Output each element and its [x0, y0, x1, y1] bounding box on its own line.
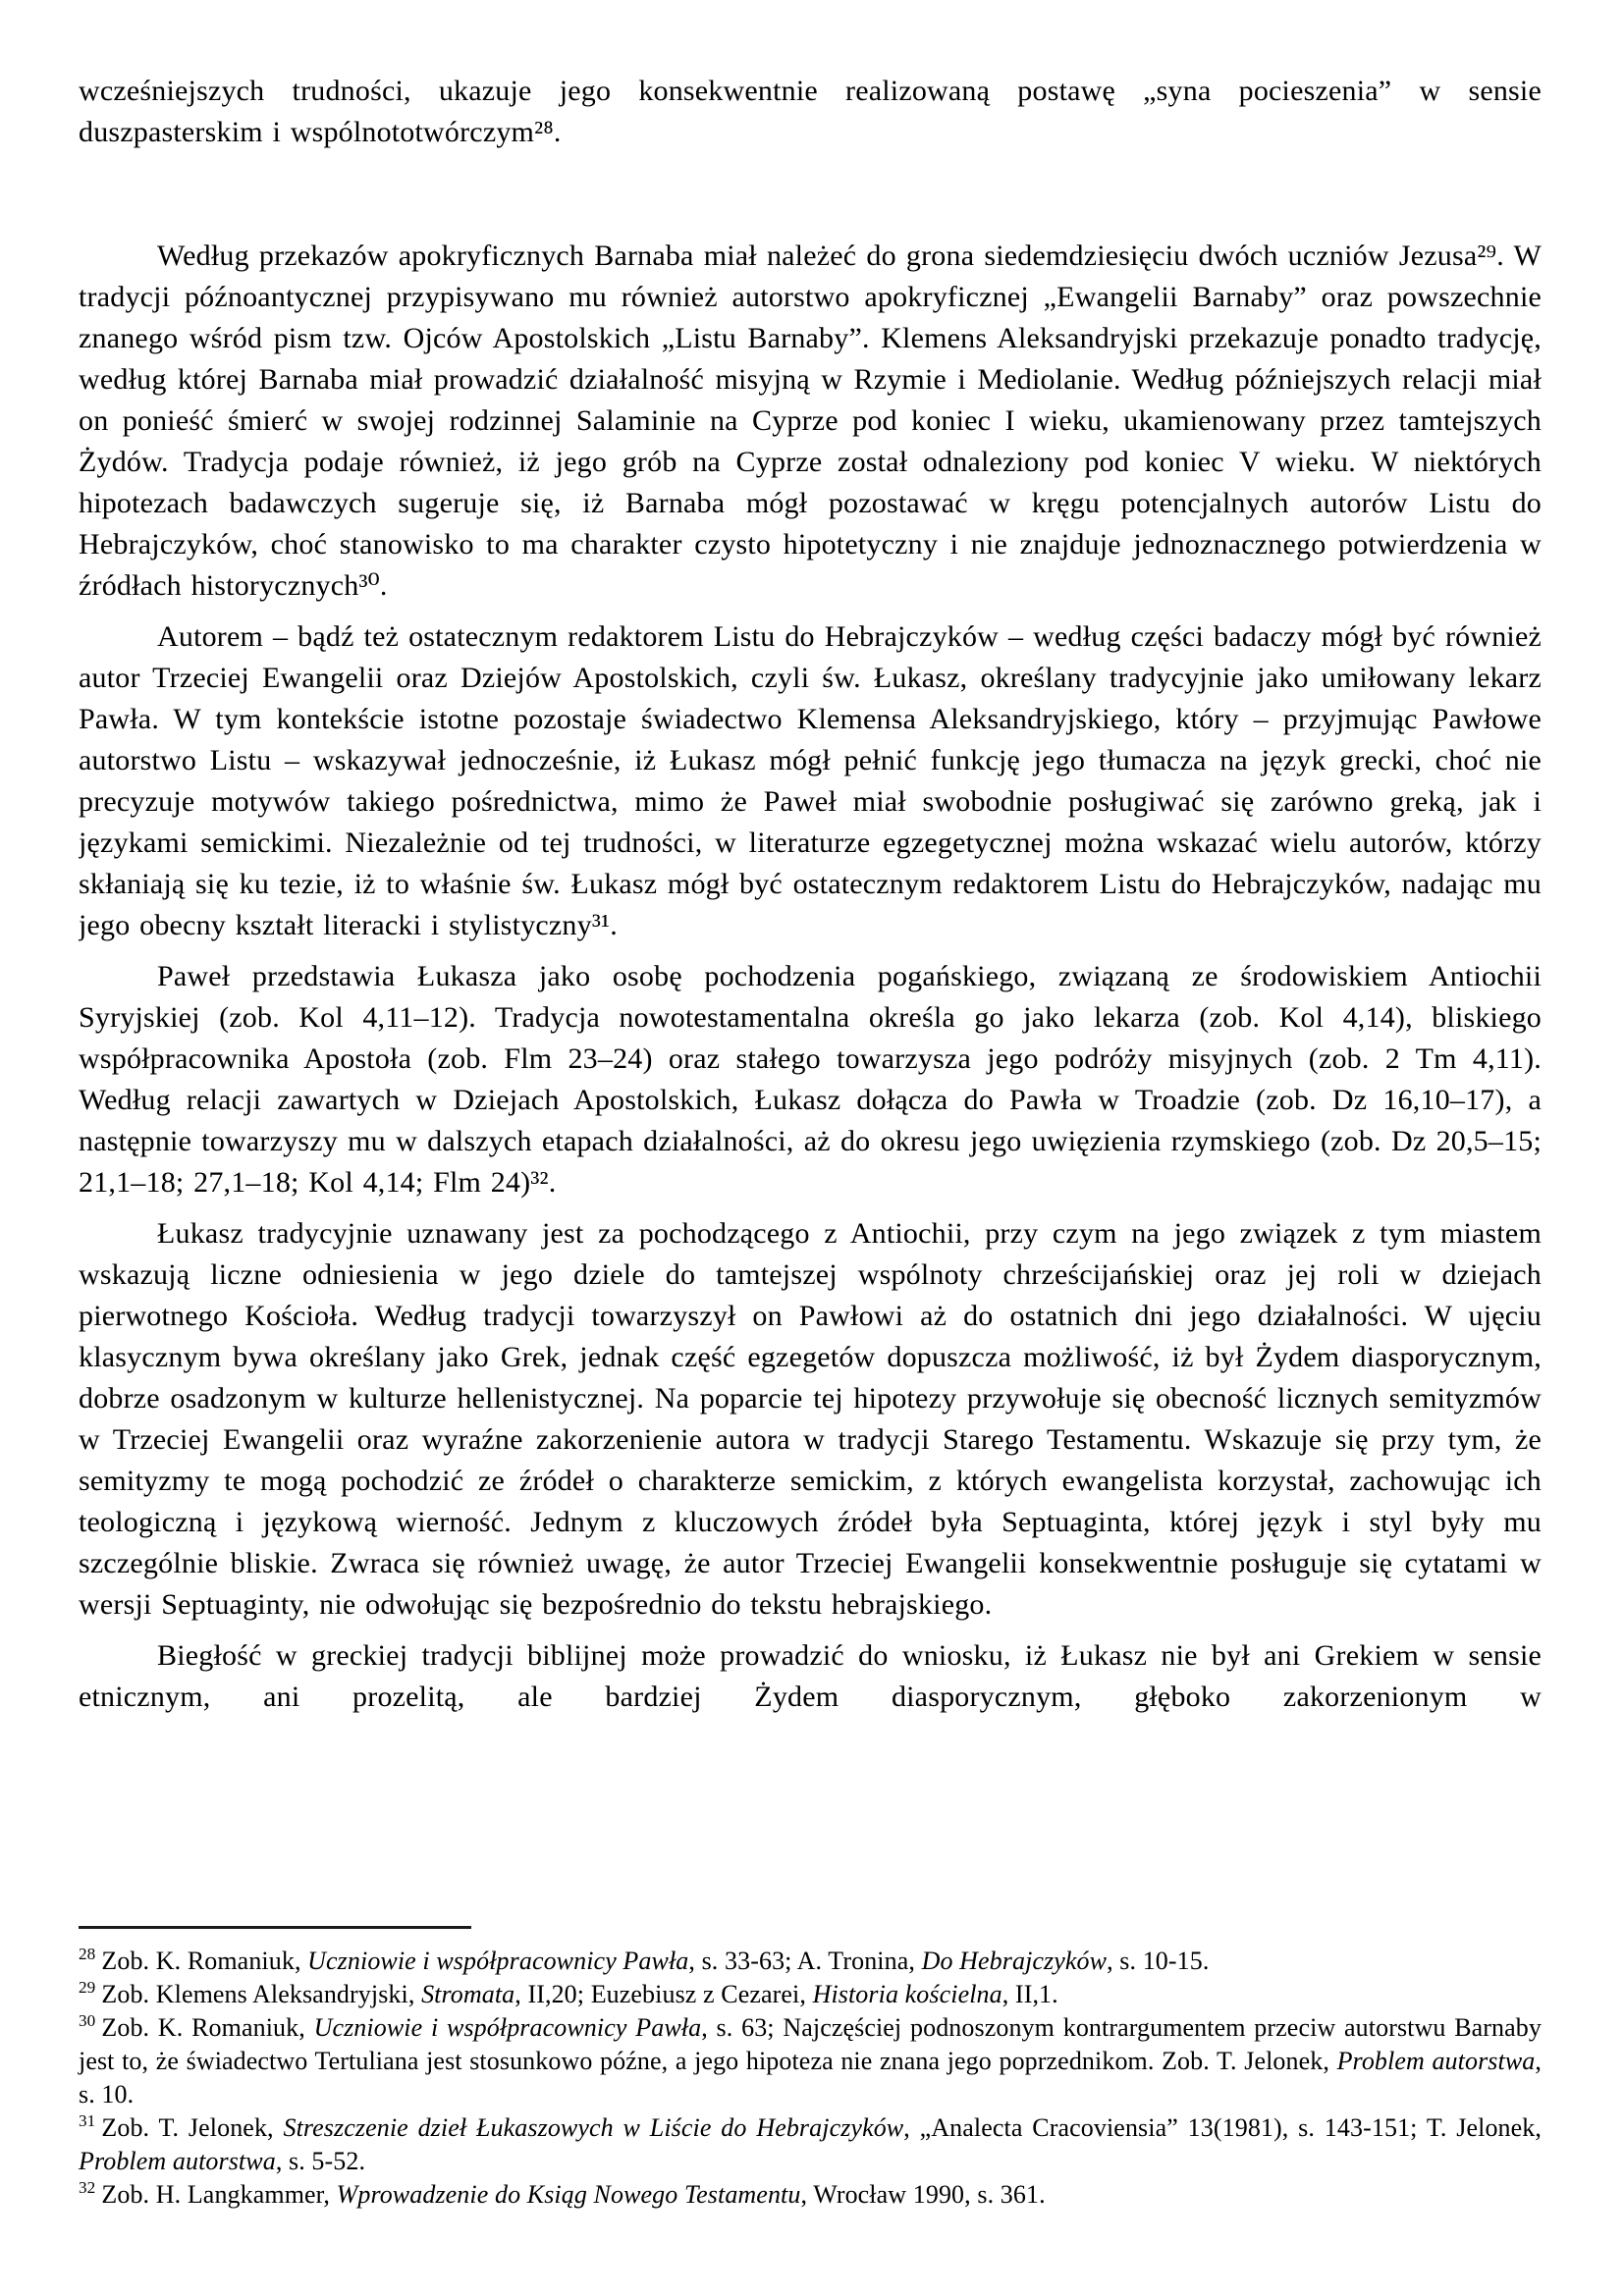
paragraph: Paweł przedstawia Łukasza jako osobę pochodzenia pogańskiego, związaną ze środowiskiem Antiochii Syryjskiej (zob. Kol 4,11–12). Tradycja nowotestamentalna określa go jako lekarza (zob. Kol 4,14), bliskiego współpracownika Apostoła (zob. Flm 23–24) oraz stałego towarzysza jego podróży misyjnych (zob. 2 Tm 4,11). Według relacji zawartych w Dziejach Apostolskich, Łukasz dołącza do Pawła w Troadzie (zob. Dz 16,10–17), a następnie towarzyszy mu w dalszych etapach działalności, aż do okresu jego uwięzienia rzymskiego (zob. Dz 20,5–15; 21,1–18; 27,1–18; Kol 4,14; Flm 24)³². [79, 960, 1542, 1199]
footnote-marker: 31 [79, 2111, 96, 2131]
footnote-text: Zob. H. Langkammer, [101, 2180, 337, 2209]
footnote-text: , s. 10. [79, 2047, 1542, 2109]
footnote-text: , s. 63; Najczęściej podnoszonym kontrargumentem przeciw autorstwu Barnaby jest to, że świadectwo Tertuliana jest stosunkowo późne, a jego hipoteza nie znana jego poprzednikom. Zob. T. Jelonek, [79, 2013, 1542, 2075]
footnote-work-title: Uczniowie i współpracownicy Pawła [313, 2013, 702, 2042]
paragraph: Według przekazów apokryficznych Barnaba miał należeć do grona siedemdziesięciu dwóch uczniów Jezusa²⁹. W tradycji późnoantycznej przypisywano mu również autorstwo apokryficznej „Ewangelii Barnaby” oraz powszechnie znanego wśród pism tzw. Ojców Apostolskich „Listu Barnaby”. Klemens Aleksandryjski przekazuje ponadto tradycję, według której Barnaba miał prowadzić działalność misyjną w Rzymie i Mediolanie. Według późniejszych relacji miał on ponieść śmierć w swojej rodzinnej Salaminie na Cyprze pod koniec I wieku, ukamienowany przez tamtejszych Żydów. Tradycja podaje również, iż jego grób na Cyprze został odnaleziony pod koniec V wieku. W niektórych hipotezach badawczych sugeruje się, iż Barnaba mógł pozostawać w kręgu potencjalnych autorów Listu do Hebrajczyków, choć stanowisko to ma charakter czysto hipotetyczny i nie znajduje jednoznacznego potwierdzenia w źródłach historycznych³⁰. [79, 240, 1542, 602]
footnote-work-title: Problem autorstwa [79, 2147, 276, 2175]
body-paragraphs [79, 71, 1542, 1847]
footnote-text: , s. 10-15. [1107, 1947, 1210, 1975]
footnote-marker: 28 [79, 1945, 96, 1964]
footnote-item [79, 2011, 1542, 2111]
paragraph: Autorem – bądź też ostatecznym redaktorem Listu do Hebrajczyków – według części badaczy mógł być również autor Trzeciej Ewangelii oraz Dziejów Apostolskich, czyli św. Łukasz, określany tradycyjnie jako umiłowany lekarz Pawła. W tym kontekście istotne pozostaje świadectwo Klemensa Aleksandryjskiego, który – przyjmując Pawłowe autorstwo Listu – wskazywał jednocześnie, iż Łukasz mógł pełnić funkcję jego tłumacza na język grecki, choć nie precyzuje motywów takiego pośrednictwa, mimo że Paweł miał swobodnie posługiwać się zarówno greką, jak i językami semickimi. Niezależnie od tej trudności, w literaturze egzegetycznej można wskazać wielu autorów, którzy skłaniają się ku tezie, iż to właśnie św. Łukasz mógł być ostatecznym redaktorem Listu do Hebrajczyków, nadając mu jego obecny kształt literacki i stylistyczny³¹. [79, 620, 1542, 941]
footnote-marker: 29 [79, 1978, 96, 1998]
footnote-work-title: Problem autorstwa [1336, 2047, 1536, 2075]
paragraph: Biegłość w greckiej tradycji biblijnej może prowadzić do wniosku, iż Łukasz nie był ani Grekiem w sensie etnicznym, ani prozelitą, ale bardziej Żydem diasporycznym, głęboko zakorzenionym w [79, 1639, 1542, 1713]
footnote-item [79, 1945, 1542, 1978]
footnote-marker: 32 [79, 2178, 96, 2198]
footnote-item [79, 2111, 1542, 2178]
footnote-list [79, 1945, 1542, 2212]
footnote-work-title: Do Hebrajczyków [921, 1947, 1108, 1975]
footnote-separator-rule [79, 1926, 471, 1929]
footnote-area [79, 1926, 1542, 2212]
footnote-marker: 30 [79, 2011, 96, 2031]
footnote-text: Zob. K. Romaniuk, [101, 1947, 308, 1975]
footnote-text: , s. 33-63; A. Tronina, [688, 1947, 922, 1975]
footnote-work-title: Stromata [421, 1980, 515, 2008]
footnote-work-title: Uczniowie i współpracownicy Pawła [307, 1947, 689, 1975]
footnote-text: Zob. T. Jelonek, [101, 2113, 284, 2142]
footnote-text: , Wrocław 1990, s. 361. [800, 2180, 1046, 2209]
footnote-work-title: Streszczenie dzieł Łukaszowych w Liście do Hebrajczyków [283, 2113, 904, 2142]
footnote-text: Zob. K. Romaniuk, [101, 2013, 314, 2042]
footnote-text: Zob. Klemens Aleksandryjski, [101, 1980, 422, 2008]
footnote-work-title: Wprowadzenie do Ksiąg Nowego Testamentu [336, 2180, 801, 2209]
footnote-work-title: Historia kościelna [812, 1980, 1002, 2008]
footnote-item [79, 2178, 1542, 2212]
footnote-text: , II,1. [1001, 1980, 1058, 2008]
footnote-text: , „Analecta Cracoviensia” 13(1981), s. 143-151; T. Jelonek, [903, 2113, 1542, 2142]
paragraph: wcześniejszych trudności, ukazuje jego konsekwentnie realizowaną postawę „syna pocieszenia” w sensie duszpasterskim i wspólnototwórczym²⁸. [79, 75, 1542, 148]
footnote-text: , s. 5-52. [275, 2147, 366, 2175]
paragraph: Łukasz tradycyjnie uznawany jest za pochodzącego z Antiochii, przy czym na jego związek z tym miastem wskazują liczne odniesienia w jego dziele do tamtejszej wspólnoty chrześcijańskiej oraz jej roli w dziejach pierwotnego Kościoła. Według tradycji towarzyszył on Pawłowi aż do ostatnich dni jego działalności. W ujęciu klasycznym bywa określany jako Grek, jednak część egzegetów dopuszcza możliwość, iż był Żydem diasporycznym, dobrze osadzonym w kulturze hellenistycznej. Na poparcie tej hipotezy przywołuje się obecność licznych semityzmów w Trzeciej Ewangelii oraz wyraźne zakorzenienie autora w tradycji Starego Testamentu. Wskazuje się przy tym, że semityzmy te mogą pochodzić ze źródeł o charakterze semickim, z których ewangelista korzystał, zachowując ich teologiczną i językową wierność. Jednym z kluczowych źródeł była Septuaginta, której język i styl były mu szczególnie bliskie. Zwraca się również uwagę, że autor Trzeciej Ewangelii konsekwentnie posługuje się cytatami w wersji Septuaginty, nie odwołując się bezpośrednio do tekstu hebrajskiego. [79, 1217, 1542, 1621]
footnote-item [79, 1978, 1542, 2011]
footnote-text: , II,20; Euzebiusz z Cezarei, [514, 1980, 813, 2008]
